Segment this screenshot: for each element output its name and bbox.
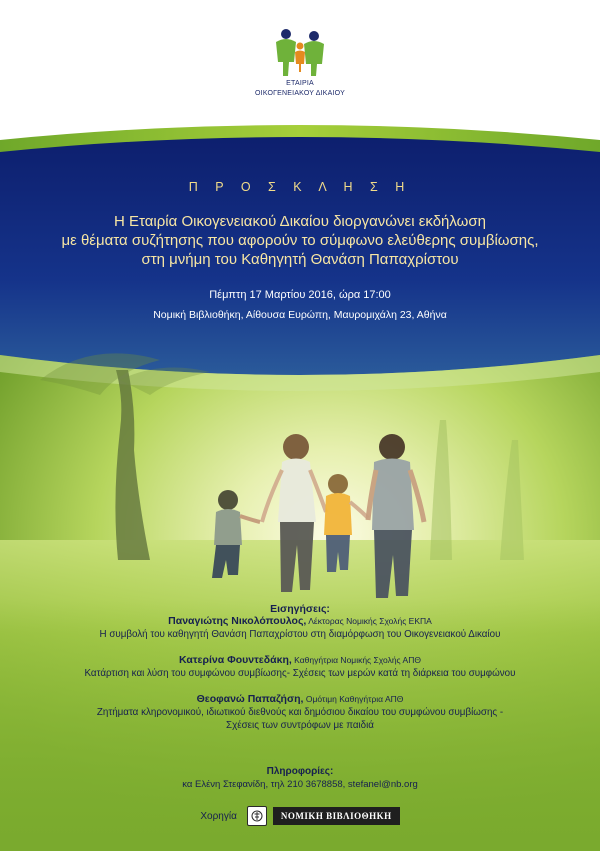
speaker-item xyxy=(0,693,600,732)
speaker-topic: Ζητήματα κληρονομικού, ιδιωτικού διεθνούς και δημόσιου δικαίου του συμφώνου συμβίωσης - xyxy=(96,707,504,718)
speaker-item xyxy=(0,615,600,641)
speaker-topic-continued: Σχέσεις των συντρόφων με παιδιά xyxy=(226,720,374,731)
logo-name-line2: ΟΙΚΟΓΕΝΕΙΑΚΟΥ ΔΙΚΑΙΟΥ xyxy=(255,90,345,97)
info-section xyxy=(0,766,600,790)
speakers-label: Εισηγήσεις: xyxy=(270,603,330,615)
sponsor-label: Χορηγία xyxy=(200,810,237,822)
contact-details: κα Ελένη Στεφανίδη, τηλ 210 3678858, stefanel@nb.org xyxy=(182,779,418,790)
sponsor-bar xyxy=(0,805,600,827)
speaker-name: Θεοφανώ Παπαζήση, xyxy=(196,693,304,705)
association-logo xyxy=(255,28,345,98)
headline-line-2: με θέματα συζήτησης που αφορούν το σύμφωνο ελεύθερης συμβίωσης, xyxy=(61,232,539,249)
headline-line-1: Η Εταιρία Οικογενειακού Δικαίου διοργανώνει εκδήλωση xyxy=(114,213,486,230)
invitation-banner xyxy=(0,180,600,321)
speaker-topic: Η συμβολή του καθηγητή Θανάση Παπαχρίστου στη διαμόρφωση του Οικογενειακού Δικαίου xyxy=(99,629,501,640)
sponsor-name: ΝΟΜΙΚΗ ΒΙΒΛΙΟΘΗΚΗ xyxy=(273,807,400,825)
logo-name-line1: ΕΤΑΙΡΙΑ xyxy=(286,80,314,87)
speaker-topic: Κατάρτιση και λύση του συμφώνου συμβίωσης- Σχέσεις των μερών κατά τη διάρκεια του συμφώνου xyxy=(84,668,516,679)
speaker-role: Ομότιμη Καθηγήτρια ΑΠΘ xyxy=(303,694,404,704)
headline-line-3: στη μνήμη του Καθηγητή Θανάση Παπαχρίστου xyxy=(141,251,459,268)
speakers-section xyxy=(0,603,600,745)
library-emblem-icon xyxy=(247,806,267,826)
event-venue: Νομική Βιβλιοθήκη, Αίθουσα Ευρώπη, Μαυρομιχάλη 23, Αθήνα xyxy=(153,309,447,321)
invitation-title: Π Ρ Ο Σ Κ Λ Η Σ Η xyxy=(188,180,412,194)
speaker-name: Παναγιώτης Νικολόπουλος, xyxy=(168,615,307,627)
family-figures-icon xyxy=(272,28,328,78)
speaker-role: Καθηγήτρια Νομικής Σχολής ΑΠΘ xyxy=(291,655,421,665)
speaker-name: Κατερίνα Φουντεδάκη, xyxy=(179,654,292,666)
event-date: Πέμπτη 17 Μαρτίου 2016, ώρα 17:00 xyxy=(209,289,391,301)
speaker-role: Λέκτορας Νομικής Σχολής ΕΚΠΑ xyxy=(306,616,432,626)
speaker-item xyxy=(0,654,600,680)
info-label: Πληροφορίες: xyxy=(266,766,334,777)
